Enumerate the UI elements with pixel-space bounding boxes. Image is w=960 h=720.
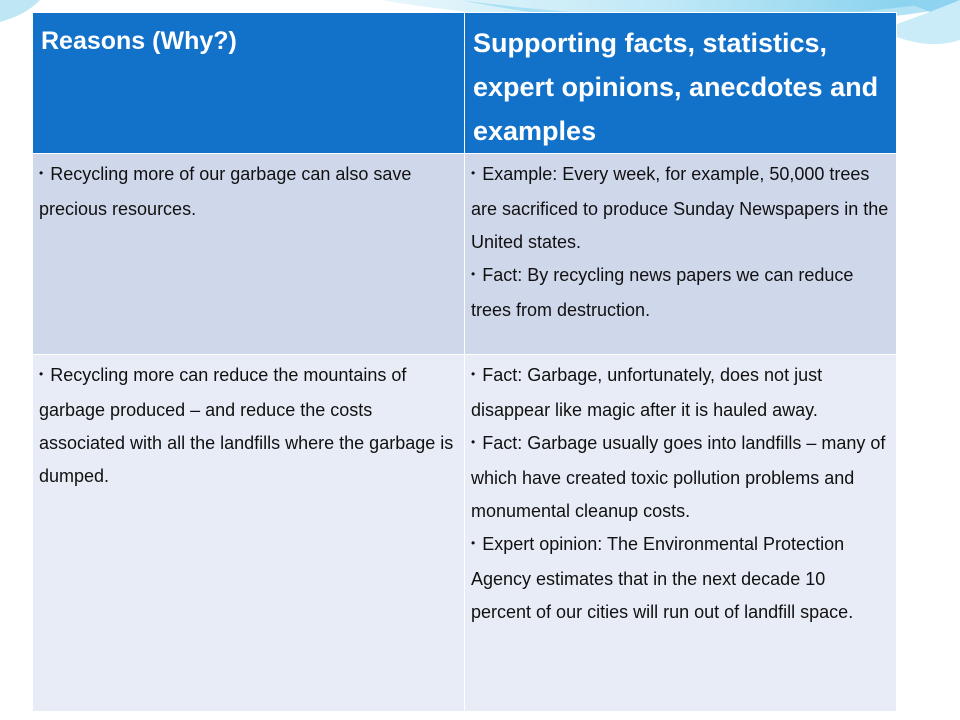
list-item (471, 528, 890, 629)
table-header-row (33, 13, 897, 154)
reason-text: Recycling more can reduce the mountains of garbage produced – and reduce the costs associated with all the landfills where the garbage is dumped. (39, 365, 454, 486)
support-cell (465, 355, 897, 712)
support-text: Expert opinion: The Environmental Protection Agency estimates that in the next decade 10 percent of our cities will run out of landfill space. (471, 534, 854, 622)
bullet-icon: • (39, 367, 44, 381)
support-cell (465, 154, 897, 355)
bullet-icon: • (471, 166, 476, 180)
header-reasons-label: Reasons (Why?) (41, 27, 237, 55)
header-supporting-facts-label: Supporting facts, statistics, expert opinions, anecdotes and examples (473, 28, 879, 146)
table-row (33, 355, 897, 712)
support-text: Fact: Garbage usually goes into landfills – many of which have created toxic pollution problems and monumental cleanup costs. (471, 433, 886, 521)
bullet-icon: • (471, 435, 476, 449)
list-item (39, 359, 458, 493)
header-reasons (33, 13, 465, 154)
bullet-icon: • (471, 367, 476, 381)
table-row (33, 154, 897, 355)
reason-list (39, 158, 458, 226)
reason-cell (33, 355, 465, 712)
support-text: Fact: Garbage, unfortunately, does not just disappear like magic after it is hauled away. (471, 365, 823, 420)
bullet-icon: • (471, 267, 476, 281)
header-supporting-facts (465, 13, 897, 154)
support-list (471, 158, 890, 327)
reasons-facts-table (32, 12, 897, 712)
support-text: Fact: By recycling news papers we can reduce trees from destruction. (471, 265, 854, 320)
support-list (471, 359, 890, 629)
list-item (471, 158, 890, 259)
reason-cell (33, 154, 465, 355)
list-item (39, 158, 458, 226)
reason-list (39, 359, 458, 493)
bullet-icon: • (39, 166, 44, 180)
reasons-facts-table-wrap (32, 12, 896, 712)
bullet-icon: • (471, 536, 476, 550)
list-item (471, 359, 890, 427)
list-item (471, 259, 890, 327)
support-text: Example: Every week, for example, 50,000 trees are sacrificed to produce Sunday Newspapers in the United states. (471, 164, 889, 252)
list-item (471, 427, 890, 528)
reason-text: Recycling more of our garbage can also save precious resources. (39, 164, 412, 219)
